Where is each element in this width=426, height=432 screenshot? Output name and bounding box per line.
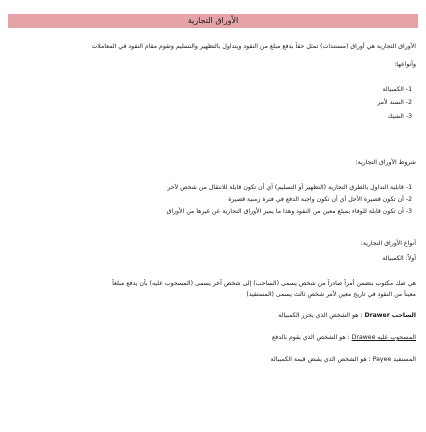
drawee-text: : هو الشخص الذي يقوم بالدفع: [272, 334, 350, 341]
drawee-term: المسحوب عليه Drawee: [351, 334, 416, 341]
types-heading: وأنواعها:: [394, 61, 416, 68]
condition-item: 2- أن تكون قصيرة الأجل أي أن تكون واجبة الدفع في فترة زمنية قصيرة: [228, 196, 412, 203]
drawee-definition: [8, 333, 416, 342]
payee-term: المستفيد Payee: [372, 356, 416, 363]
drawer-definition: [8, 311, 416, 320]
kinds-heading: أنواع الأوراق التجارية:: [360, 240, 416, 247]
payee-definition: [8, 355, 416, 364]
title-banner: الأوراق التجارية: [8, 14, 418, 28]
condition-item: 1- قابلية التداول بالطرق التجارية (التظهير أو التسليم) أي أن تكون قابلة للانتقال من شخص لآخر: [167, 184, 412, 191]
drawer-term: الساحب Drawer: [364, 312, 416, 319]
type-item: 3- الشيك: [387, 113, 412, 120]
type-item: 1- الكمبيالة: [382, 86, 412, 93]
intro-paragraph: الأوراق التجارية هي أوراق (مستندات) تمثل حقاً بدفع مبلغ من النقود ويتداول بالتظهير والتسليم وتقوم مقام النقود في المعاملات: [91, 43, 416, 50]
bill-heading: أولاً: الكمبيالة: [382, 255, 416, 262]
conditions-heading: شروط الأوراق التجارية:: [355, 159, 416, 166]
bill-definition: هي صك مكتوب يتضمن أمراً صادراً من شخص يسمى (الساحب) إلى شخص آخر يسمى (المسحوب عليه) بأن يدفع مبلغاً: [112, 280, 416, 287]
drawer-text: : هو الشخص الذي يحرر الكمبيالة: [278, 312, 363, 319]
payee-text: : هو الشخص الذي يقبض قيمة الكمبيالة: [270, 356, 371, 363]
type-item: 2- السند لأمر: [377, 99, 412, 106]
condition-item: 3- أن تكون قابلة للوفاء بمبلغ معين من النقود وهذا ما يميز الأوراق التجارية عن غيرها من الأوراق: [166, 208, 412, 215]
bill-definition: معيناً من النقود في تاريخ معين لأمر شخص ثالث يسمى (المستفيد): [246, 291, 416, 298]
